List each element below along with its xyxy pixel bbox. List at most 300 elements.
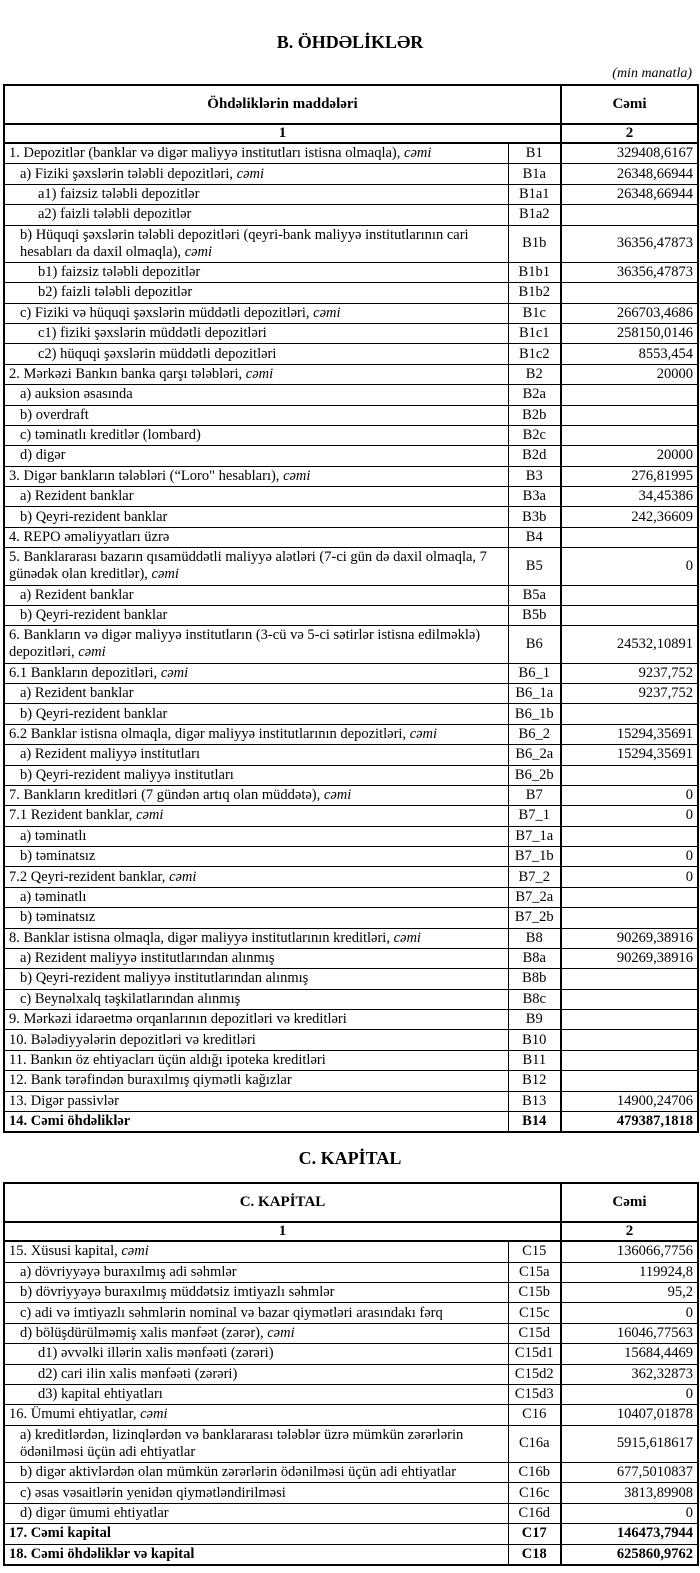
row-code: B11	[508, 1050, 561, 1070]
row-value: 36356,47873	[561, 262, 698, 282]
item-label	[4, 283, 508, 303]
item-text: a) kreditlərdən, lizinqlərdən və banklararası tələblər üzrə mümkün zərərlərin ödənilməsi üçün adi ehtiyatlar	[20, 1426, 464, 1460]
table-row	[4, 1241, 698, 1262]
table-row	[4, 887, 698, 907]
item-label	[4, 948, 508, 968]
item-text: 18. Cəmi öhdəliklər və kapital	[9, 1545, 195, 1562]
row-code: B6_1b	[508, 704, 561, 724]
row-code: C16a	[508, 1425, 561, 1462]
table-row	[4, 1463, 698, 1483]
item-label	[4, 1241, 508, 1262]
table-row	[4, 724, 698, 744]
row-value	[561, 887, 698, 907]
row-value	[561, 283, 698, 303]
item-label	[4, 1364, 508, 1384]
item-label	[4, 1071, 508, 1091]
row-code: B1	[508, 143, 561, 164]
row-code: B8	[508, 928, 561, 948]
item-text: 7.2 Qeyri-rezident banklar,	[9, 868, 170, 885]
table-row	[4, 143, 698, 164]
row-value: 266703,4686	[561, 303, 698, 323]
table-row	[4, 684, 698, 704]
item-label	[4, 806, 508, 826]
table-row	[4, 364, 698, 384]
table-row	[4, 745, 698, 765]
item-label	[4, 487, 508, 507]
item-label	[4, 785, 508, 805]
item-label	[4, 1111, 508, 1132]
liabilities-header-row	[4, 85, 698, 124]
row-value: 329408,6167	[561, 143, 698, 164]
item-text: 16. Ümumi ehtiyatlar,	[9, 1406, 141, 1423]
row-value: 90269,38916	[561, 948, 698, 968]
row-code: B7	[508, 785, 561, 805]
item-label	[4, 1483, 508, 1503]
row-value	[561, 1071, 698, 1091]
row-value: 15294,35691	[561, 745, 698, 765]
item-text: 17. Cəmi kapital	[9, 1525, 111, 1542]
item-text: a) Rezident maliyyə institutları	[20, 746, 200, 763]
item-label	[4, 1344, 508, 1364]
row-code: B2	[508, 364, 561, 384]
capital-items-header: C. KAPİTAL	[4, 1183, 561, 1222]
item-label	[4, 225, 508, 262]
column-number-2: 2	[561, 1222, 698, 1241]
row-value: 20000	[561, 446, 698, 466]
row-value: 0	[561, 548, 698, 585]
row-code: B14	[508, 1111, 561, 1132]
table-row	[4, 1483, 698, 1503]
liabilities-total-header: Cəmi	[561, 85, 698, 124]
item-text: 6. Bankların və digər maliyyə institutların (3-cü və 5-ci sətirlər istisna edilməklə) depozitləri,	[9, 627, 481, 661]
table-row	[4, 1030, 698, 1050]
liabilities-table-body	[4, 143, 698, 1132]
row-value: 0	[561, 1303, 698, 1323]
item-italic-suffix: cəmi	[283, 467, 311, 484]
row-code: B1b2	[508, 283, 561, 303]
item-label	[4, 507, 508, 527]
table-row	[4, 1111, 698, 1132]
row-code: B6_2a	[508, 745, 561, 765]
row-code: B6	[508, 626, 561, 663]
row-value: 10407,01878	[561, 1405, 698, 1425]
row-value: 16046,77563	[561, 1323, 698, 1343]
table-row	[4, 446, 698, 466]
item-italic-suffix: cəmi	[404, 145, 432, 162]
item-text: 5. Banklararası bazarın qısamüddətli maliyyə alətləri (7-ci gün də daxil olmaqla, 7 günədək olan kreditlər),	[9, 549, 487, 583]
item-text: b2) faizli tələbli depozitlər	[38, 284, 193, 301]
table-row	[4, 205, 698, 225]
table-row	[4, 164, 698, 184]
item-label	[4, 989, 508, 1009]
item-text: a) Rezident maliyyə institutlarından alınmış	[20, 950, 275, 967]
item-text: d) digər	[20, 447, 66, 464]
table-row	[4, 262, 698, 282]
table-row	[4, 225, 698, 262]
liabilities-items-header: Öhdəliklərin maddələri	[4, 85, 561, 124]
table-row	[4, 908, 698, 928]
row-code: C15d1	[508, 1344, 561, 1364]
table-row	[4, 1544, 698, 1565]
table-row	[4, 1303, 698, 1323]
table-row	[4, 507, 698, 527]
item-label	[4, 847, 508, 867]
item-text: d) digər ümumi ehtiyatlar	[20, 1504, 169, 1521]
table-row	[4, 1344, 698, 1364]
item-text: c) Fiziki və hüquqi şəxslərin müddətli depozitləri,	[20, 304, 314, 321]
item-text: b) Qeyri-rezident banklar	[20, 508, 168, 525]
row-code: B5	[508, 548, 561, 585]
row-value: 20000	[561, 364, 698, 384]
item-italic-suffix: cəmi	[409, 725, 438, 742]
table-row	[4, 184, 698, 204]
item-italic-suffix: cəmi	[78, 644, 106, 661]
row-value: 34,45386	[561, 487, 698, 507]
item-text: a) Rezident banklar	[20, 586, 134, 603]
capital-column-number-row	[4, 1222, 698, 1241]
item-text: d1) əvvəlki illərin xalis mənfəəti (zərəri)	[38, 1345, 274, 1362]
row-code: B1c	[508, 303, 561, 323]
item-text: 3. Digər bankların tələbləri (“Loro" hesabları),	[9, 467, 284, 484]
row-code: B8a	[508, 948, 561, 968]
row-value: 479387,1818	[561, 1111, 698, 1132]
row-value	[561, 205, 698, 225]
item-label	[4, 1384, 508, 1404]
row-value: 0	[561, 785, 698, 805]
item-text: 2. Mərkəzi Bankın banka qarşı tələbləri,	[9, 365, 246, 382]
item-label	[4, 1323, 508, 1343]
row-code: B1a	[508, 164, 561, 184]
item-text: b) təminatsız	[20, 909, 96, 926]
item-italic-suffix: cəmi	[236, 165, 265, 182]
row-code: B10	[508, 1030, 561, 1050]
table-row	[4, 303, 698, 323]
item-label	[4, 324, 508, 344]
row-code: B13	[508, 1091, 561, 1111]
column-number-1: 1	[4, 1222, 561, 1241]
item-label	[4, 928, 508, 948]
table-row	[4, 1405, 698, 1425]
item-text: 7. Bankların kreditləri (7 gündən artıq olan müddətə),	[9, 787, 324, 804]
row-value	[561, 527, 698, 547]
item-text: b) Hüquqi şəxslərin tələbli depozitləri (qeyri-bank maliyyə institutlarının cari hesabları da daxil olmaqla),	[20, 226, 469, 260]
table-row	[4, 867, 698, 887]
item-label	[4, 745, 508, 765]
row-value: 26348,66944	[561, 184, 698, 204]
row-code: C16d	[508, 1503, 561, 1523]
row-code: B6_1a	[508, 684, 561, 704]
table-row	[4, 989, 698, 1009]
item-label	[4, 344, 508, 364]
row-code: B3b	[508, 507, 561, 527]
item-label	[4, 1030, 508, 1050]
row-value: 0	[561, 867, 698, 887]
table-row	[4, 585, 698, 605]
item-text: a2) faizli tələbli depozitlər	[38, 206, 192, 223]
item-label	[4, 1262, 508, 1282]
item-text: a) Fiziki şəxslərin tələbli depozitləri,	[20, 165, 237, 182]
item-text: c) Beynəlxalq təşkilatlarından alınmış	[20, 990, 241, 1007]
item-text: c) təminatlı kreditlər (lombard)	[20, 427, 201, 444]
item-label	[4, 385, 508, 405]
table-row	[4, 969, 698, 989]
item-label	[4, 205, 508, 225]
row-value: 136066,7756	[561, 1241, 698, 1262]
row-code: C15	[508, 1241, 561, 1262]
row-code: B7_2b	[508, 908, 561, 928]
table-row	[4, 1323, 698, 1343]
row-value: 258150,0146	[561, 324, 698, 344]
row-code: C15a	[508, 1262, 561, 1282]
table-row	[4, 1010, 698, 1030]
item-label	[4, 765, 508, 785]
row-code: C15c	[508, 1303, 561, 1323]
item-text: 13. Digər passivlər	[9, 1092, 119, 1109]
row-value: 9237,752	[561, 684, 698, 704]
item-text: a1) faizsiz tələbli depozitlər	[38, 185, 200, 202]
item-label	[4, 184, 508, 204]
item-italic-suffix: cəmi	[313, 304, 341, 321]
table-row	[4, 1050, 698, 1070]
item-text: d) bölüşdürülməmiş xalis mənfəət (zərər),	[20, 1324, 268, 1341]
row-code: B1b	[508, 225, 561, 262]
item-label	[4, 684, 508, 704]
item-text: b) overdraft	[20, 406, 89, 423]
item-text: 11. Bankın öz ehtiyacları üçün aldığı ipoteka kreditləri	[9, 1051, 326, 1068]
table-row	[4, 1524, 698, 1544]
item-text: c2) hüquqi şəxslərin müddətli depozitləri	[38, 345, 277, 362]
row-code: C15d3	[508, 1384, 561, 1404]
row-value: 5915,618617	[561, 1425, 698, 1462]
column-number-2: 2	[561, 124, 698, 143]
item-italic-suffix: cəmi	[169, 868, 197, 885]
liabilities-table	[3, 84, 699, 1133]
item-italic-suffix: cəmi	[393, 929, 421, 946]
item-italic-suffix: cəmi	[323, 787, 352, 804]
row-value: 15684,4469	[561, 1344, 698, 1364]
item-italic-suffix: cəmi	[140, 1406, 168, 1423]
table-row	[4, 626, 698, 663]
capital-total-header: Cəmi	[561, 1183, 698, 1222]
item-label	[4, 527, 508, 547]
table-row	[4, 548, 698, 585]
item-label	[4, 446, 508, 466]
row-code: B1b1	[508, 262, 561, 282]
item-label	[4, 908, 508, 928]
item-label	[4, 164, 508, 184]
item-label	[4, 867, 508, 887]
item-text: a) təminatlı	[20, 827, 87, 844]
item-text: 7.1 Rezident banklar,	[9, 807, 137, 824]
row-code: C15b	[508, 1283, 561, 1303]
column-number-1: 1	[4, 124, 561, 143]
table-row	[4, 847, 698, 867]
item-text: 10. Bələdiyyələrin depozitləri və kreditləri	[9, 1031, 256, 1048]
row-value: 24532,10891	[561, 626, 698, 663]
row-code: B5b	[508, 605, 561, 625]
row-code: B5a	[508, 585, 561, 605]
row-code: B8b	[508, 969, 561, 989]
row-value	[561, 704, 698, 724]
row-code: B7_1b	[508, 847, 561, 867]
item-label	[4, 626, 508, 663]
capital-table	[3, 1182, 699, 1566]
row-value: 90269,38916	[561, 928, 698, 948]
item-text: b) Qeyri-rezident banklar	[20, 705, 168, 722]
item-label	[4, 1091, 508, 1111]
item-text: 4. REPO əməliyyatları üzrə	[9, 528, 170, 545]
item-label	[4, 663, 508, 683]
item-italic-suffix: cəmi	[160, 664, 189, 681]
row-code: B12	[508, 1071, 561, 1091]
item-label	[4, 585, 508, 605]
row-value: 0	[561, 847, 698, 867]
row-value	[561, 765, 698, 785]
item-text: c1) fiziki şəxslərin müddətli depozitləri	[38, 325, 267, 342]
row-code: B2d	[508, 446, 561, 466]
row-code: B7_1a	[508, 826, 561, 846]
table-row	[4, 1283, 698, 1303]
row-value	[561, 585, 698, 605]
item-label	[4, 605, 508, 625]
item-label	[4, 466, 508, 486]
capital-header-row	[4, 1183, 698, 1222]
item-text: b) digər aktivlərdən olan mümkün zərərlərin ödənilməsi üçün adi ehtiyatlar	[20, 1464, 457, 1481]
row-value: 0	[561, 1503, 698, 1523]
item-label	[4, 1303, 508, 1323]
item-text: a) dövriyyəyə buraxılmış adi səhmlər	[20, 1263, 237, 1280]
item-italic-suffix: cəmi	[151, 566, 179, 583]
row-code: B7_1	[508, 806, 561, 826]
table-row	[4, 663, 698, 683]
item-text: b) Qeyri-rezident maliyyə institutlarından alınmış	[20, 970, 309, 987]
table-row	[4, 1262, 698, 1282]
row-code: C17	[508, 1524, 561, 1544]
item-text: d2) cari ilin xalis mənfəəti (zərəri)	[38, 1365, 238, 1382]
row-value	[561, 989, 698, 1009]
table-row	[4, 765, 698, 785]
row-code: B4	[508, 527, 561, 547]
table-row	[4, 928, 698, 948]
row-value: 362,32873	[561, 1364, 698, 1384]
item-label	[4, 969, 508, 989]
liabilities-column-number-row	[4, 124, 698, 143]
row-code: B6_2	[508, 724, 561, 744]
item-text: 12. Bank tərəfindən buraxılmış qiymətli kağızlar	[9, 1072, 292, 1089]
row-value: 26348,66944	[561, 164, 698, 184]
row-code: B6_1	[508, 663, 561, 683]
table-row	[4, 785, 698, 805]
item-italic-suffix: cəmi	[136, 807, 164, 824]
row-value: 95,2	[561, 1283, 698, 1303]
item-label	[4, 1283, 508, 1303]
table-row	[4, 405, 698, 425]
item-text: 6.2 Banklar istisna olmaqla, digər maliyyə institutlarının depozitləri,	[9, 725, 410, 742]
row-value: 276,81995	[561, 466, 698, 486]
item-text: 8. Banklar istisna olmaqla, digər maliyyə institutlarının kreditləri,	[9, 929, 394, 946]
table-row	[4, 324, 698, 344]
item-text: c) əsas vəsaitlərin yenidən qiymətləndirilməsi	[20, 1484, 286, 1501]
item-label	[4, 1503, 508, 1523]
row-code: C15d2	[508, 1364, 561, 1384]
table-row	[4, 1071, 698, 1091]
capital-table-body	[4, 1241, 698, 1565]
section-b-title: B. ÖHDƏLİKLƏR	[276, 32, 424, 52]
row-value	[561, 826, 698, 846]
item-label	[4, 1544, 508, 1565]
row-value: 36356,47873	[561, 225, 698, 262]
item-text: b) Qeyri-rezident maliyyə institutları	[20, 766, 234, 783]
item-label	[4, 1463, 508, 1483]
row-value	[561, 605, 698, 625]
item-italic-suffix: cəmi	[121, 1243, 149, 1260]
row-value	[561, 1030, 698, 1050]
item-text: b) dövriyyəyə buraxılmış müddətsiz imtiyazlı səhmlər	[20, 1284, 335, 1301]
item-label	[4, 1405, 508, 1425]
table-row	[4, 605, 698, 625]
item-text: b1) faizsiz tələbli depozitlər	[38, 264, 201, 281]
table-row	[4, 806, 698, 826]
row-value: 14900,24706	[561, 1091, 698, 1111]
row-code: B7_2a	[508, 887, 561, 907]
item-text: 15. Xüsusi kapital,	[9, 1243, 122, 1260]
item-text: b) Qeyri-rezident banklar	[20, 607, 168, 624]
row-code: B2a	[508, 385, 561, 405]
row-value	[561, 1050, 698, 1070]
table-row	[4, 487, 698, 507]
item-label	[4, 425, 508, 445]
row-value: 625860,9762	[561, 1544, 698, 1565]
item-text: a) Rezident banklar	[20, 685, 134, 702]
item-label	[4, 405, 508, 425]
item-text: 6.1 Bankların depozitləri,	[9, 664, 161, 681]
item-label	[4, 1050, 508, 1070]
row-code: B6_2b	[508, 765, 561, 785]
row-value	[561, 969, 698, 989]
table-row	[4, 1384, 698, 1404]
item-text: 1. Depozitlər (banklar və digər maliyyə institutları istisna olmaqla),	[9, 145, 405, 162]
item-italic-suffix: cəmi	[184, 243, 213, 260]
item-label	[4, 303, 508, 323]
item-label	[4, 724, 508, 744]
item-label	[4, 704, 508, 724]
row-code: B3	[508, 466, 561, 486]
item-italic-suffix: cəmi	[267, 1324, 295, 1341]
table-row	[4, 1425, 698, 1462]
row-value	[561, 385, 698, 405]
item-label	[4, 1010, 508, 1030]
row-value: 146473,7944	[561, 1524, 698, 1544]
table-row	[4, 1091, 698, 1111]
row-value: 9237,752	[561, 663, 698, 683]
table-row	[4, 466, 698, 486]
item-label	[4, 364, 508, 384]
row-code: B2b	[508, 405, 561, 425]
row-code: B1c1	[508, 324, 561, 344]
row-code: B1a2	[508, 205, 561, 225]
item-label	[4, 1425, 508, 1462]
item-text: a) Rezident banklar	[20, 488, 134, 505]
row-code: B9	[508, 1010, 561, 1030]
item-label	[4, 262, 508, 282]
item-label	[4, 143, 508, 164]
item-text: a) təminatlı	[20, 888, 87, 905]
row-value: 0	[561, 1384, 698, 1404]
table-row	[4, 385, 698, 405]
row-value	[561, 908, 698, 928]
item-text: c) adi və imtiyazlı səhmlərin nominal və bazar qiymətləri arasındakı fərq	[20, 1304, 443, 1321]
row-code: C15d	[508, 1323, 561, 1343]
